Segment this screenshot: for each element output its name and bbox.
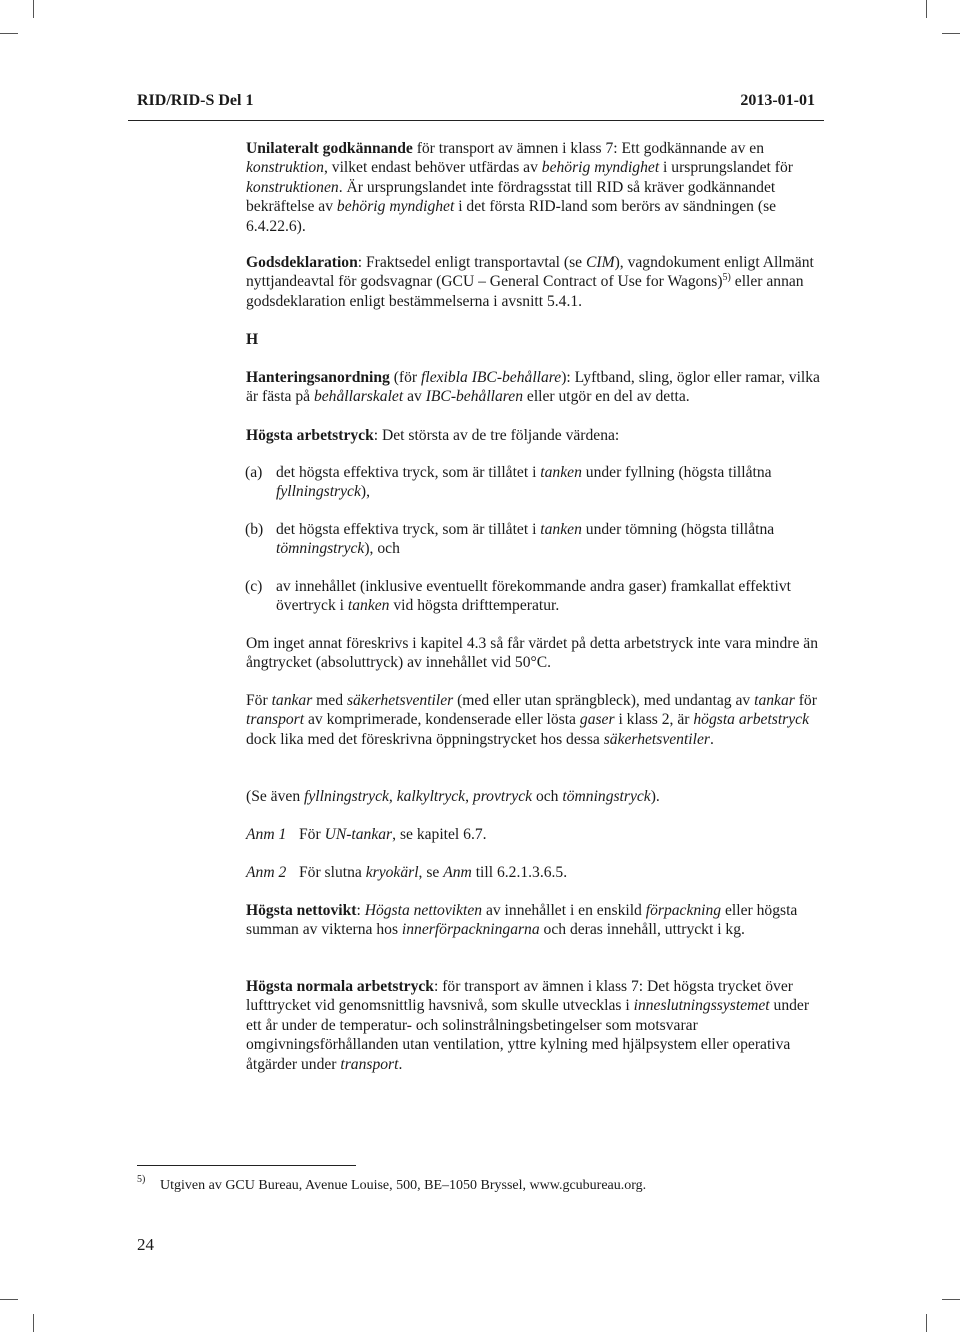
footnote-reference: 5)	[722, 272, 731, 284]
italic-term: säkerhetsventiler	[603, 730, 710, 748]
text-span: under fyllning (högsta tillåtna	[581, 464, 772, 481]
list-item-text	[276, 577, 821, 616]
text-span: ),	[360, 483, 370, 501]
term-heading: Högsta nettovikt	[246, 902, 357, 919]
italic-term: UN-tankar	[324, 826, 393, 843]
italic-term: Anm	[443, 864, 472, 881]
text-span: : Fraktsedel enligt transportavtal (se	[357, 254, 586, 271]
crop-mark	[0, 1299, 18, 1300]
text-span: till 6.2.1.3.6.5.	[471, 864, 568, 881]
text-span: För	[299, 826, 325, 843]
crop-mark	[33, 0, 34, 18]
note-label: Anm 2	[246, 864, 287, 881]
text-span: under tömning (högsta tillåtna	[581, 521, 775, 538]
text-span: , vilket endast behöver utfärdas av	[323, 159, 542, 177]
crop-mark	[926, 1314, 927, 1332]
text-span: : Det största av de tre följande värdena:	[373, 427, 620, 444]
italic-term: behörig myndighet	[541, 159, 660, 177]
italic-term: inneslutningssystemet	[633, 997, 770, 1015]
text-span: .	[398, 1055, 403, 1073]
paragraph-se-aven	[246, 787, 820, 806]
term-heading: Unilateralt godkännande	[246, 140, 413, 157]
text-span: och	[532, 788, 563, 805]
text-span: i ursprungslandet för	[659, 159, 793, 177]
text-span: av innehållet i en enskild	[482, 902, 646, 919]
italic-term: transport	[340, 1055, 399, 1073]
italic-term: tankar	[271, 692, 313, 709]
crop-mark	[942, 33, 960, 34]
text-span: för	[794, 692, 817, 709]
section-letter: H	[246, 331, 259, 348]
text-span: under ett år under de temperatur- och solinstrålningsbetingelser som motsvarar omgivningsförhållanden utan ventilation, yttre kylning med hjälpsystem eller operativa åtgärder under	[246, 997, 810, 1073]
text-span: För slutna	[299, 864, 366, 881]
text-span: (Se även	[246, 788, 305, 805]
text-span: ), och	[364, 540, 400, 558]
italic-term: behållarskalet	[313, 388, 404, 406]
definition-hogsta-normala-arbetstryck	[246, 977, 820, 1074]
italic-term: fyllningstryck, kalkyltryck	[304, 788, 466, 805]
text-span: , se kapitel 6.7.	[392, 826, 487, 843]
italic-term: konstruktionen	[246, 178, 339, 196]
italic-term: tanken	[540, 464, 582, 481]
text-span: dock lika med det föreskrivna öppningstrycket hos dessa	[246, 730, 604, 748]
footnote-text: Utgiven av GCU Bureau, Avenue Louise, 500, BE–1050 Bryssel, www.gcubureau.org.	[160, 1178, 647, 1193]
crop-mark	[0, 33, 18, 34]
italic-term: säkerhetsventiler	[346, 692, 454, 709]
definition-hanteringsanordning	[246, 368, 820, 407]
text-span: ).	[650, 788, 660, 805]
text-span: : för transport av ämnen i klass 7: Det högsta trycket över lufttrycket vid genomsnittlig havsnivå, som skulle utvecklas i	[246, 978, 793, 1015]
note-text	[299, 863, 567, 882]
italic-term: transport	[246, 711, 305, 729]
italic-term: IBC-behållaren	[425, 388, 523, 406]
list-item-label: (a)	[245, 464, 263, 481]
text-span: , se	[418, 864, 444, 881]
text-span: :	[356, 902, 365, 919]
note-text	[299, 825, 487, 844]
paragraph-om-inget: Om inget annat föreskrivs i kapitel 4.3 så får värdet på detta arbetstryck inte vara mindre än ångtrycket (absoluttryck) av innehållet vid 50°C.	[246, 635, 818, 672]
italic-term: gaser	[579, 711, 615, 729]
text-span: i det första RID-land som berörs av sändningen (se 6.4.22.6).	[246, 198, 777, 235]
header-divider	[128, 120, 824, 121]
italic-term: tömningstryck	[562, 788, 651, 805]
text-span: i klass 2, är	[614, 711, 694, 729]
italic-term: kryokärl	[365, 864, 419, 881]
definition-hogsta-nettovikt	[246, 901, 820, 940]
italic-term: Högsta nettovikten	[364, 902, 483, 919]
text-span: det högsta effektiva tryck, som är tillåtet i	[276, 521, 541, 538]
text-span: . Är ursprungslandet inte fördragsstat till RID så kräver godkännandet bekräftelse av	[246, 178, 776, 216]
italic-term: fyllningstryck	[276, 483, 361, 501]
crop-mark	[33, 1314, 34, 1332]
crop-mark	[942, 1299, 960, 1300]
text-span: av	[403, 388, 426, 406]
text-span: det högsta effektiva tryck, som är tillåtet i	[276, 464, 541, 481]
definition-godsdeklaration	[246, 253, 820, 311]
list-item-text	[276, 520, 821, 559]
text-span: För	[246, 692, 272, 709]
italic-term: tanken	[347, 597, 390, 615]
italic-term: behörig myndighet	[336, 198, 455, 216]
text-span: eller annan godsdeklaration enligt bestämmelserna i avsnitt 5.4.1.	[246, 273, 804, 310]
text-span: ): Lyftband, sling, öglor eller ramar, vilka är fästa på	[246, 369, 820, 406]
italic-term: högsta arbetstryck	[693, 711, 810, 729]
footnote-divider	[137, 1165, 356, 1166]
italic-term: tanken	[540, 521, 582, 538]
footnote-mark: 5)	[137, 1174, 146, 1185]
definition-unilateralt-godkannande	[246, 139, 820, 236]
term-heading: Hanteringsanordning	[246, 369, 390, 386]
text-span: ,	[465, 788, 473, 805]
term-heading: Högsta arbetstryck	[246, 427, 374, 444]
italic-term: CIM	[586, 254, 615, 271]
term-heading: Högsta normala arbetstryck	[246, 978, 434, 995]
page-number: 24	[137, 1235, 154, 1254]
text-span: (med eller utan sprängbleck), med undantag av	[453, 692, 755, 709]
italic-term: flexibla IBC-behållare	[421, 369, 562, 386]
list-item-label: (c)	[245, 578, 263, 595]
running-header-date: 2013-01-01	[740, 92, 815, 109]
italic-term: innerförpackningarna	[401, 921, 540, 939]
italic-term: konstruktion	[246, 159, 324, 177]
crop-mark	[926, 0, 927, 18]
text-span: eller högsta summan av vikterna hos	[246, 902, 798, 939]
text-span: och deras innehåll, uttryckt i kg.	[539, 921, 745, 939]
text-span: för transport av ämnen i klass 7: Ett godkännande av en	[412, 140, 764, 157]
italic-term: tömningstryck	[276, 540, 365, 558]
text-span: vid högsta drifttemperatur.	[389, 597, 560, 615]
running-header-title: RID/RID-S Del 1	[137, 92, 254, 109]
term-heading: Godsdeklaration	[246, 254, 358, 271]
italic-term: tankar	[754, 692, 795, 709]
text-span: av innehållet (inklusive eventuellt förekommande andra gaser) framkallat effektivt övertryck i	[276, 578, 791, 615]
italic-term: provtryck	[472, 788, 533, 805]
text-span: ), vagndokument enligt Allmänt nyttjandeavtal för godsvagnar (GCU – General Contract of Use for Wagons)	[246, 254, 814, 291]
list-item-text	[276, 463, 821, 502]
note-label: Anm 1	[246, 826, 287, 843]
text-span: av komprimerade, kondenserade eller lösta	[304, 711, 580, 729]
text-span: med	[312, 692, 347, 709]
paragraph-for-tankar	[246, 691, 820, 749]
list-item-label: (b)	[245, 521, 264, 538]
italic-term: förpackning	[645, 902, 722, 919]
section-letter-heading	[246, 330, 820, 349]
definition-hogsta-arbetstryck	[246, 426, 820, 445]
text-span: .	[709, 730, 714, 748]
text-span: eller utgör en del av detta.	[523, 388, 690, 406]
text-span: (för	[389, 369, 422, 386]
